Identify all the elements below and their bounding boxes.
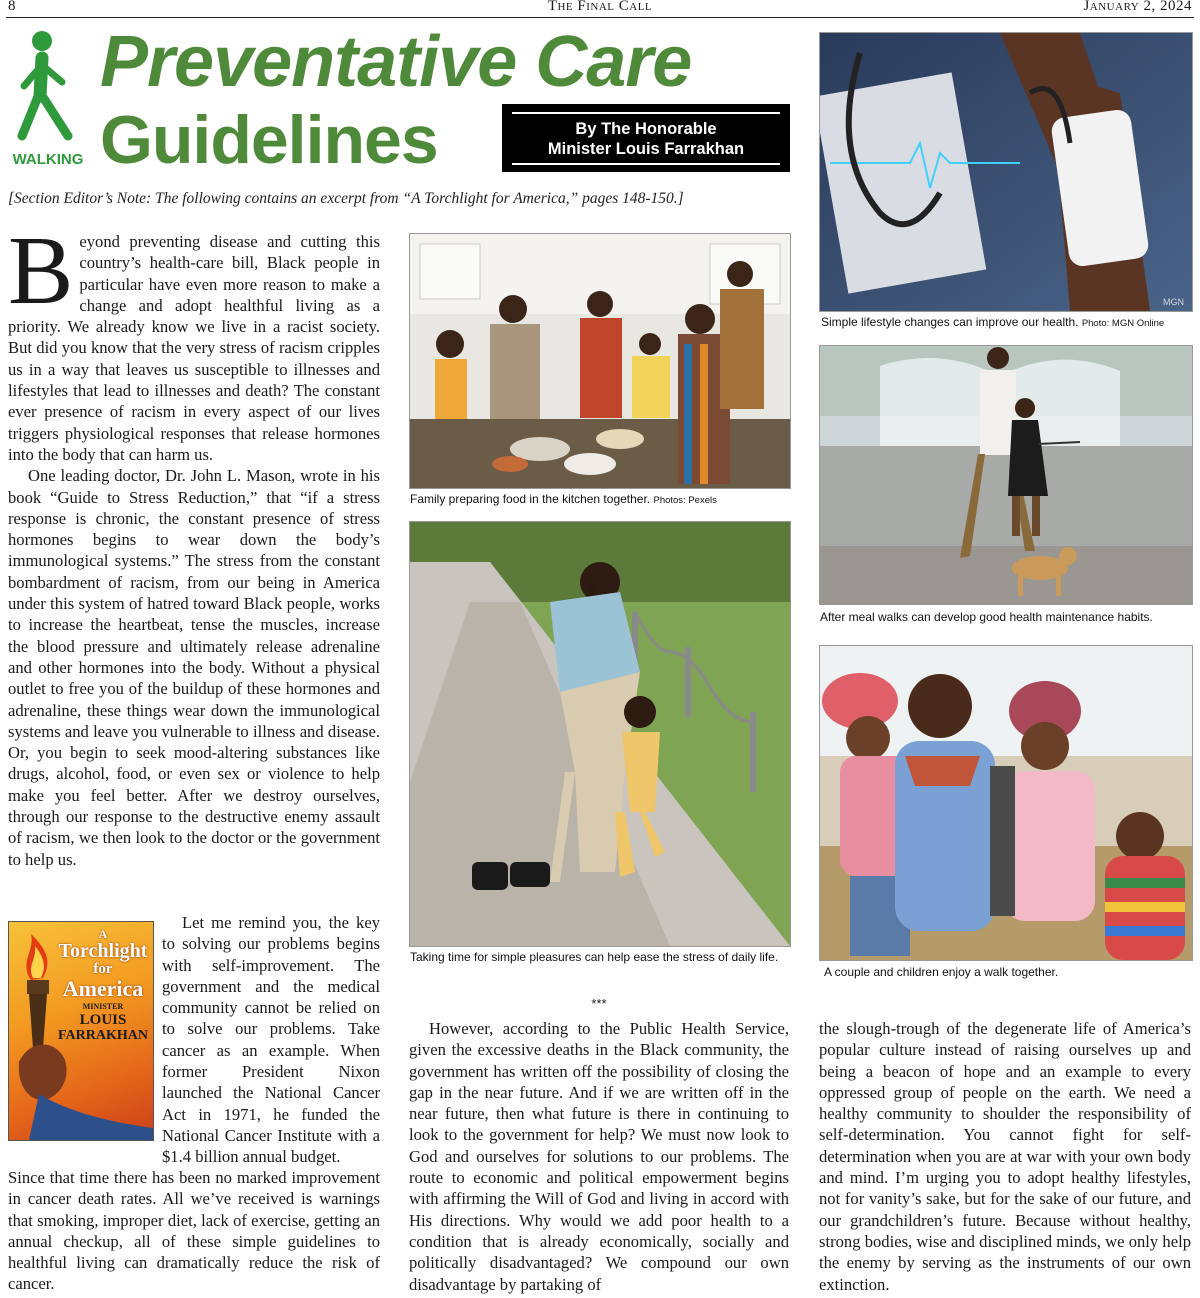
kitchen-photo-caption (410, 492, 790, 508)
walking-label: WALKING (12, 151, 84, 168)
page-number: 8 (8, 0, 16, 14)
paragraph-4: However, according to the Public Health Service, given the excessive deaths in the Black community, the government has written off the possibility of closing the gap in the near future. And if we are written off in the near future, then what future is there in continuing to look to the government for help? We must now look to God and ourselves for solutions to our problems. The route to economic and political empowerment begins with affirming the Will of God and living in accord with His directions. Why would we add poor health to a condition that is already economically, socially and politically disadvantaged? We compound our own disadvantage by partaking of (409, 1019, 789, 1294)
photo-watermark: MGN (1163, 297, 1184, 307)
paragraph-2: One leading doctor, Dr. John L. Mason, wrote in his book “Guide to Stress Reduction,” that “if a stress response is chronic, the constant presence of stress hormones begins to wear down the body’s immunological systems.” The stress from the constant bombardment of racism, from our being in America under this system of hatred toward Black people, works to increase the heartbeat, tense the muscles, increase the blood pressure and ultimately release adrenaline and other hormones into the body. Without a physical outlet to free you of the buildup of these hormones and adrenaline, these things wear down the immunological systems and leave you vulnerable to illness and disease. Or, you begin to seek mood-altering substances like drugs, alcohol, food, or even sex or violence to help make you feel better. After we destroy ourselves, through our response to the destructive enemy assault of racism, we then look to the doctor or the government to help us. (8, 466, 380, 869)
sidewalk-photo (409, 521, 791, 947)
book-title-line-1: A (98, 927, 108, 941)
kitchen-caption-text: Family preparing food in the kitchen together. (410, 492, 651, 506)
family-walk-photo (819, 645, 1193, 961)
blood-pressure-photo (819, 32, 1193, 312)
kitchen-photo (409, 233, 791, 489)
blood-pressure-photo-credit: Photo: MGN Online (1081, 318, 1165, 329)
book-author (55, 1002, 151, 1044)
walk-dog-photo (819, 345, 1193, 605)
byline-rule-bottom (512, 163, 780, 165)
paragraph-1-text: eyond preventing disease and cutting this country’s health-care bill, Black people in particular have even more reason to make a change and adopt healthful living as a priority. We already know we live in a racist society. But did you know that the very stress of racism cripples us in a way that leaves us susceptible to illnesses and lifestyles that lead to illnesses and death? The constant ever presence of racism in every aspect of our lives triggers physiological responses that release hormones into the body that can harm us. (8, 232, 380, 464)
book-title-line-4: America (62, 976, 144, 1001)
blood-pressure-caption (821, 315, 1193, 331)
blood-pressure-caption-text: Simple lifestyle changes can improve our health. (821, 315, 1079, 329)
kitchen-photo-credit: Photos: Pexels (653, 495, 717, 506)
book-cover-image (8, 921, 154, 1141)
book-title-line-3: for (93, 961, 113, 977)
byline-box (502, 104, 790, 172)
article-column-3 (819, 1018, 1191, 1296)
walking-icon (10, 28, 86, 168)
article-column-1-wrap (162, 912, 380, 1168)
issue-date: January 2, 2024 (1083, 0, 1192, 14)
paragraph-1 (8, 231, 380, 465)
book-author-line-1: LOUIS (79, 1012, 127, 1028)
book-title (55, 928, 151, 1000)
byline-rule-top (512, 112, 780, 114)
walk-dog-caption: After meal walks can develop good health maintenance habits. (820, 610, 1153, 624)
editors-note: [Section Editor’s Note: The following contains an excerpt from “A Torchlight for America,” pages 148-150.] (8, 190, 684, 207)
byline-line-1: By The Honorable (575, 120, 717, 138)
page-header (6, 0, 1194, 18)
book-author-line-2: FARRAKHAN (58, 1028, 148, 1043)
sidewalk-photo-caption: Taking time for simple pleasures can help ease the stress of daily life. (410, 950, 779, 964)
book-author-label: MINISTER (82, 1002, 124, 1011)
book-title-line-2: Torchlight (58, 940, 148, 962)
headline-line-1: Preventative Care (100, 22, 692, 102)
article-column-1 (8, 231, 380, 911)
article-column-2 (409, 1018, 789, 1296)
paragraph-3-end: Since that time there has been no marked improvement in cancer death rates. All we’ve received is warnings that smoking, improper diet, lack of exercise, getting an annual checkup, all of these simple guidelines to healthful living can dramatically reduce the risk of cancer. (8, 1168, 380, 1294)
article-column-1-bottom (8, 1167, 380, 1295)
publication-name: The Final Call (547, 0, 653, 14)
section-separator: *** (591, 996, 607, 1011)
byline-line-2: Minister Louis Farrakhan (547, 140, 745, 158)
drop-cap: B (8, 231, 74, 325)
headline-line-2: Guidelines (100, 102, 438, 178)
family-walk-caption: A couple and children enjoy a walk together. (824, 965, 1059, 979)
paragraph-3-start: Let me remind you, the key to solving our problems begins with self-improvement. The government and the medical community cannot be relied on to solve our problems. Take cancer as an example. When former President Nixon launched the National Cancer Act in 1971, he funded the National Cancer Institute with a $1.4 billion annual budget. (162, 913, 380, 1167)
paragraph-5: the slough-trough of the degenerate life of America’s popular culture instead of raising ourselves up and being a beacon of hope and an example to every oppressed group of people on the earth. We need a healthy community to shoulder the responsibility of self-determination. You cannot fight for self-determination when you are at war with your own body and mind. I’m urging you to adopt healthy lifestyles, not for vanity’s sake, but for the sake of our future, and our grandchildren’s future. Because without healthy, strong bodies, wise and disciplined minds, we only help the enemy by serving as the instruments of our own extinction. (819, 1019, 1191, 1294)
